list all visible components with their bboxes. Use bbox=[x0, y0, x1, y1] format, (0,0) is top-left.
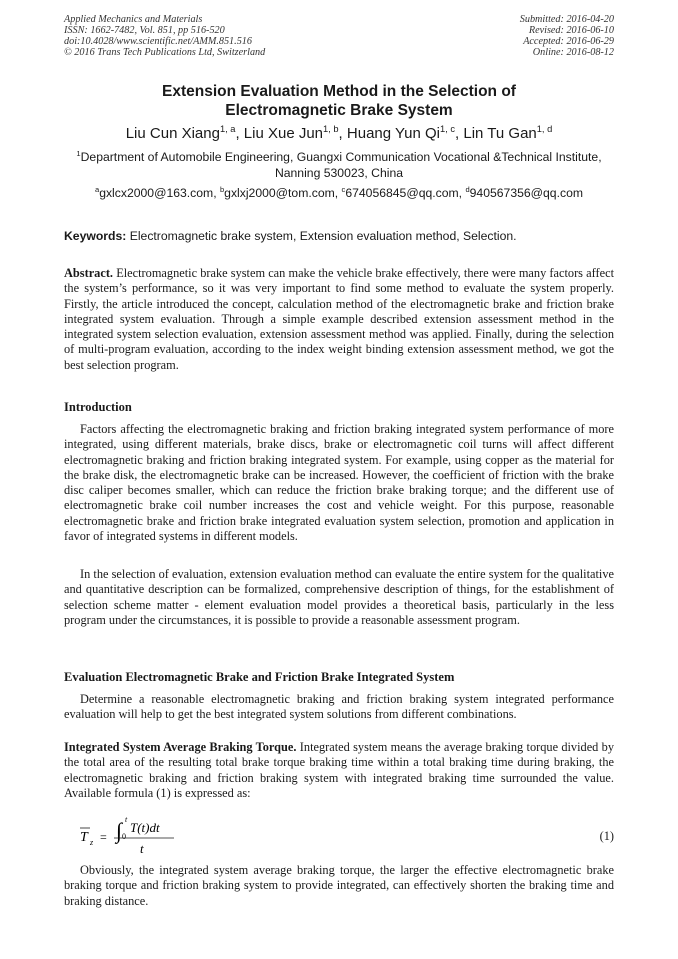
affiliation-sup: 1 bbox=[76, 148, 81, 158]
author-sup: 1, d bbox=[536, 124, 553, 134]
email-link[interactable]: gxlxj2000@tom.com bbox=[224, 186, 335, 200]
author-name: Liu Xue Jun bbox=[243, 125, 324, 142]
abstract-text: Electromagnetic brake system can make the vehicle brake effectively, there were many factors affect the system’s performance, so it was very important to find some method to evaluate the system properly. Firstly, the article introduced the concept, calculation method of the electromagnetic brake and friction brake integrated system evaluation. Through a simple example described extension assessment method in the integrated system selection evaluation, extension assessment method was applied. Finally, during the selection of multi-program evaluation, according to the index weight binding extension assessment method, we got the best selection program. bbox=[64, 266, 614, 372]
integrand: T(t)dt bbox=[130, 820, 160, 835]
paper-title bbox=[64, 82, 614, 120]
journal-issn: ISSN: 1662-7482, Vol. 851, pp 516-520 bbox=[64, 25, 225, 36]
author-name: Huang Yun Qi bbox=[346, 125, 441, 142]
integral-sign: ∫ bbox=[116, 818, 123, 843]
journal-doi[interactable]: doi:10.4028/www.scientific.net/AMM.851.516 bbox=[64, 36, 252, 47]
author-sep: , bbox=[338, 125, 347, 142]
email-link[interactable]: 674056845@qq.com bbox=[345, 186, 459, 200]
email-sup: a bbox=[94, 184, 100, 194]
abstract bbox=[64, 266, 614, 373]
abstract-label: Abstract. bbox=[64, 266, 114, 280]
formula-1 bbox=[64, 812, 614, 862]
author-sup: 1, b bbox=[323, 124, 339, 134]
keywords-text: Electromagnetic brake system, Extension evaluation method, Selection. bbox=[129, 229, 517, 243]
email-link[interactable]: 940567356@qq.com bbox=[469, 186, 583, 200]
email-sep: , bbox=[458, 186, 466, 200]
date-online: Online: 2016-08-12 bbox=[532, 47, 614, 58]
formula-lhs-sub: z bbox=[90, 838, 94, 847]
journal-copyright: © 2016 Trans Tech Publications Ltd, Switzerland bbox=[64, 47, 266, 58]
date-accepted: Accepted: 2016-06-29 bbox=[523, 36, 614, 47]
author-name: Liu Cun Xiang bbox=[125, 125, 220, 142]
formula-equals: = bbox=[100, 830, 107, 844]
subsection-label: Integrated System Average Braking Torque. bbox=[64, 740, 297, 754]
integral-lower: 0 bbox=[122, 832, 126, 841]
author-sup: 1, a bbox=[219, 124, 236, 134]
author-sep: , bbox=[235, 125, 244, 142]
introduction-paragraph-2: In the selection of evaluation, extension evaluation method can evaluate the entire system for the qualitative and quantitative description can be formalized, comprehensive description of things, for the establishment of selection scheme matter - element evaluation model provides a theoretical basis, particularly in the less program under the circumstances, it is possible to provide a reasonable assessment program. bbox=[64, 567, 614, 627]
journal-name: Applied Mechanics and Materials bbox=[64, 14, 203, 25]
email-sep: , bbox=[334, 186, 342, 200]
title-line-1: Extension Evaluation Method in the Selection of bbox=[162, 83, 516, 100]
keywords bbox=[64, 229, 614, 244]
submission-dates bbox=[520, 14, 614, 58]
email-list bbox=[64, 186, 614, 201]
affiliation bbox=[64, 150, 614, 181]
author bbox=[463, 125, 552, 142]
formula-graphic bbox=[78, 812, 278, 862]
author-name: Lin Tu Gan bbox=[463, 125, 537, 142]
evaluation-paragraph-2-text: Integrated system means the average braking torque divided by the total area of the resulting total brake torque braking time within a total braking time during braking, the electromagnetic braking and friction braking system with integrated braking time surrounded the value. Available formula (1) is expressed as: bbox=[64, 740, 614, 800]
author bbox=[347, 125, 463, 142]
denominator: t bbox=[140, 841, 144, 856]
email-sup: b bbox=[219, 184, 225, 194]
author bbox=[126, 125, 244, 142]
section-heading-evaluation: Evaluation Electromagnetic Brake and Friction Brake Integrated System bbox=[64, 670, 455, 684]
affiliation-line-1: Department of Automobile Engineering, Guangxi Communication Vocational &Technical Institute, bbox=[80, 150, 602, 164]
integral-upper: t bbox=[125, 815, 128, 824]
title-line-2: Electromagnetic Brake System bbox=[225, 102, 453, 119]
formula-lhs: T bbox=[80, 830, 88, 845]
author-sup: 1, c bbox=[440, 124, 456, 134]
date-submitted: Submitted: 2016-04-20 bbox=[519, 14, 614, 25]
email-link[interactable]: gxlcx2000@163.com bbox=[99, 186, 214, 200]
journal-info bbox=[64, 14, 265, 58]
introduction-paragraph-1: Factors affecting the electromagnetic braking and friction braking integrated system performance of more integrated, using different materials, brake discs, brake or electromagnetic coil turns will affect different electromagnetic braking and friction braking integrated system. For example, using copper as the material for the brake disk, the electromagnetic brake can be increased. However, the coefficient of friction with the brake disc caliper becomes smaller, which can reduce the friction brake braking torque; and the different use of electromagnetic brake coil number increases the cost and vehicle weight. For this purpose, reasonable electromagnetic brake and friction brake integrated evaluation system selection, promotion and application in favor of integrated systems in different models. bbox=[64, 422, 614, 544]
section-heading-introduction: Introduction bbox=[64, 400, 132, 414]
email-sup: d bbox=[465, 184, 470, 194]
evaluation-paragraph-2 bbox=[64, 740, 614, 801]
evaluation-paragraph-3: Obviously, the integrated system average braking torque, the larger the effective electromagnetic brake braking torque and friction braking system to provide integrated, can effectively shorten the braking time and braking distance. bbox=[64, 863, 614, 908]
email-sup: c bbox=[341, 184, 346, 194]
equation-number: (1) bbox=[599, 829, 614, 843]
keywords-label: Keywords: bbox=[64, 229, 127, 243]
author bbox=[244, 125, 347, 142]
author-sep: , bbox=[455, 125, 464, 142]
email-sep: , bbox=[213, 186, 220, 200]
date-revised: Revised: 2016-06-10 bbox=[528, 25, 614, 36]
author-list bbox=[64, 124, 614, 143]
affiliation-line-2: Nanning 530023, China bbox=[274, 165, 404, 180]
evaluation-paragraph-1: Determine a reasonable electromagnetic braking and friction braking system integrated performance evaluation will help to get the best integrated system solutions from different combinations. bbox=[64, 692, 614, 722]
